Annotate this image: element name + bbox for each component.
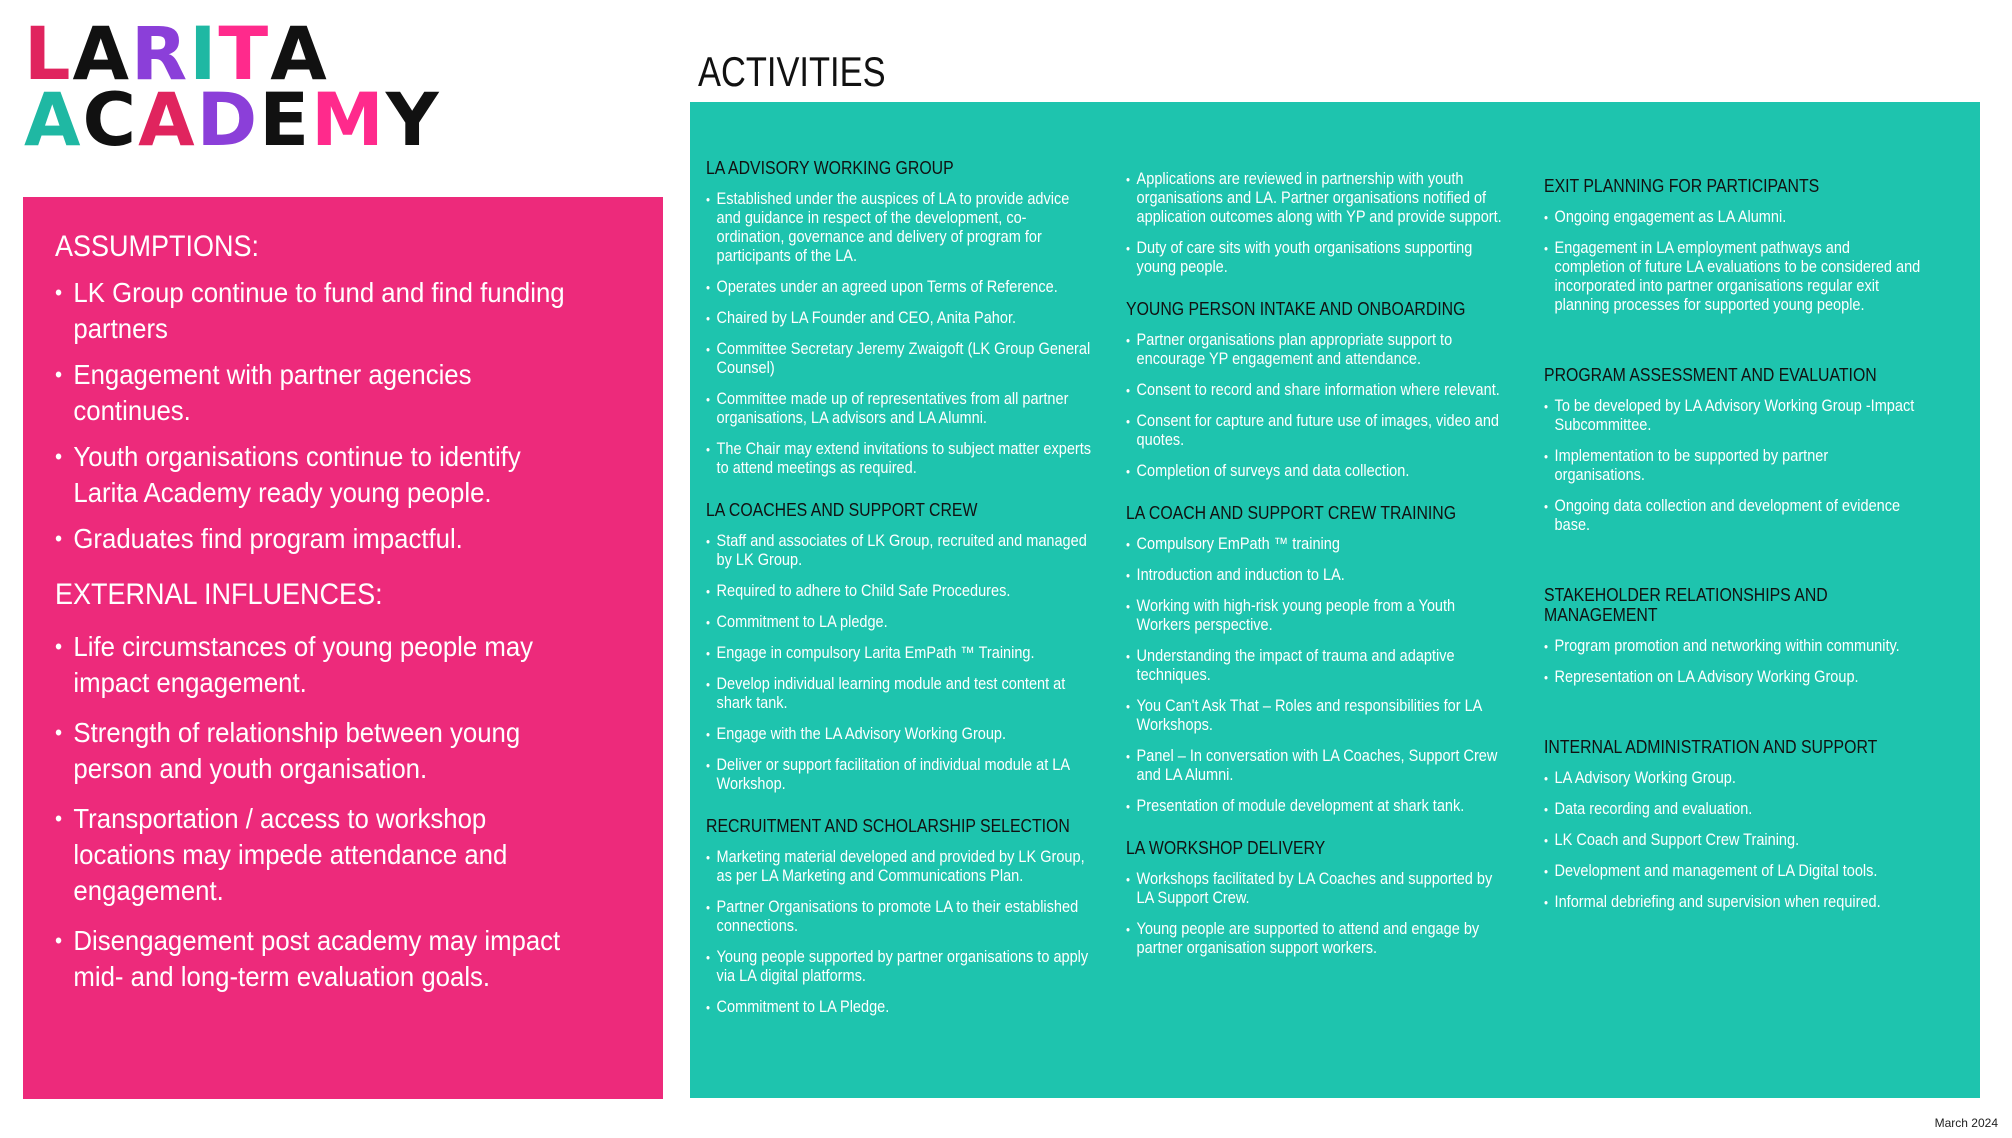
list-item: • Presentation of module development at shark tank. bbox=[1126, 797, 1504, 816]
list-item: • Committee made up of representatives from all partner organisations, LA advisors and LA Alumni. bbox=[706, 390, 1093, 428]
logo-letter: E bbox=[259, 78, 312, 163]
activity-section bbox=[1126, 299, 1556, 481]
list-item: • The Chair may extend invitations to subject matter experts to attend meetings as required. bbox=[706, 440, 1093, 478]
list-item: • Life circumstances of young people may impact engagement. bbox=[55, 629, 589, 701]
section-list bbox=[1126, 331, 1556, 481]
activities-column-3 bbox=[1544, 176, 1974, 962]
list-item: • Commitment to LA pledge. bbox=[706, 613, 1093, 632]
list-item: • Develop individual learning module and test content at shark tank. bbox=[706, 675, 1093, 713]
section-list bbox=[706, 190, 1146, 478]
list-item: • Ongoing data collection and development of evidence base. bbox=[1544, 497, 1922, 535]
list-item: • Compulsory EmPath ™ training bbox=[1126, 535, 1504, 554]
list-item: • Engagement in LA employment pathways and completion of future LA evaluations to be considered and incorporated into partner organisations regular exit planning processes for supported young people. bbox=[1544, 239, 1922, 315]
activity-section bbox=[706, 500, 1146, 794]
section-list bbox=[1126, 870, 1556, 958]
activity-section bbox=[1544, 737, 1974, 912]
list-item: • To be developed by LA Advisory Working Group -Impact Subcommittee. bbox=[1544, 397, 1922, 435]
list-item: • Implementation to be supported by partner organisations. bbox=[1544, 447, 1922, 485]
list-item: • LA Advisory Working Group. bbox=[1544, 769, 1922, 788]
section-list bbox=[1544, 208, 1974, 315]
list-item: • Consent for capture and future use of images, video and quotes. bbox=[1126, 412, 1504, 450]
list-item: • Working with high-risk young people from a Youth Workers perspective. bbox=[1126, 597, 1504, 635]
assumptions-heading: ASSUMPTIONS: bbox=[55, 230, 260, 263]
activity-section bbox=[706, 816, 1146, 1017]
list-item: • Representation on LA Advisory Working Group. bbox=[1544, 668, 1922, 687]
logo-letter: A bbox=[72, 12, 132, 97]
activity-section bbox=[1126, 170, 1556, 277]
section-list bbox=[1544, 397, 1974, 535]
activity-section bbox=[1544, 365, 1974, 535]
list-item: • Understanding the impact of trauma and adaptive techniques. bbox=[1126, 647, 1504, 685]
section-list bbox=[1544, 637, 1974, 687]
logo-letter: A bbox=[270, 12, 329, 97]
external-influences-heading: EXTERNAL INFLUENCES: bbox=[55, 578, 383, 611]
list-item: • Deliver or support facilitation of individual module at LA Workshop. bbox=[706, 756, 1093, 794]
list-item: • LK Group continue to fund and find funding partners bbox=[55, 275, 589, 347]
list-item: • Established under the auspices of LA to provide advice and guidance in respect of the development, co-ordination, governance and delivery of program for participants of the LA. bbox=[706, 190, 1093, 266]
logo-letter: L bbox=[24, 12, 73, 97]
logo-letter: R bbox=[131, 12, 190, 97]
list-item: • Program promotion and networking within community. bbox=[1544, 637, 1922, 656]
section-heading: EXIT PLANNING FOR PARTICIPANTS bbox=[1544, 176, 1820, 196]
section-heading: LA COACHES AND SUPPORT CREW bbox=[706, 500, 978, 520]
list-item: • Completion of surveys and data collection. bbox=[1126, 462, 1504, 481]
list-item: • Commitment to LA Pledge. bbox=[706, 998, 1093, 1017]
list-item: • Marketing material developed and provided by LK Group, as per LA Marketing and Communications Plan. bbox=[706, 848, 1093, 886]
logo-letter: D bbox=[196, 78, 260, 163]
list-item: • Chaired by LA Founder and CEO, Anita Pahor. bbox=[706, 309, 1093, 328]
list-item: • Youth organisations continue to identify Larita Academy ready young people. bbox=[55, 439, 589, 511]
section-list bbox=[706, 848, 1146, 1017]
logo-letter: M bbox=[311, 78, 386, 163]
logo-letter: I bbox=[189, 12, 219, 97]
list-item: • Young people supported by partner organisations to apply via LA digital platforms. bbox=[706, 948, 1093, 986]
list-item: • LK Coach and Support Crew Training. bbox=[1544, 831, 1922, 850]
list-item: • Development and management of LA Digital tools. bbox=[1544, 862, 1922, 881]
section-heading: LA COACH AND SUPPORT CREW TRAINING bbox=[1126, 503, 1457, 523]
list-item: • Young people are supported to attend and engage by partner organisation support workers. bbox=[1126, 920, 1504, 958]
list-item: • Consent to record and share information where relevant. bbox=[1126, 381, 1504, 400]
list-item: • Required to adhere to Child Safe Procedures. bbox=[706, 582, 1093, 601]
list-item: • Engage with the LA Advisory Working Group. bbox=[706, 725, 1093, 744]
footer-date: March 2024 bbox=[1934, 1116, 1998, 1130]
section-list bbox=[1126, 535, 1556, 816]
list-item: • Strength of relationship between young person and youth organisation. bbox=[55, 715, 589, 787]
list-item: • Staff and associates of LK Group, recruited and managed by LK Group. bbox=[706, 532, 1093, 570]
activity-section bbox=[1544, 585, 1974, 687]
activity-section bbox=[1544, 176, 1974, 315]
activities-title: ACTIVITIES bbox=[698, 48, 886, 95]
list-item: • Partner Organisations to promote LA to their established connections. bbox=[706, 898, 1093, 936]
activity-section bbox=[1126, 838, 1556, 958]
activities-column-1 bbox=[706, 158, 1146, 1039]
activities-panel bbox=[690, 102, 1980, 1098]
list-item: • Graduates find program impactful. bbox=[55, 521, 589, 557]
logo-letter: C bbox=[82, 78, 139, 163]
list-item: • Partner organisations plan appropriate support to encourage YP engagement and attendance. bbox=[1126, 331, 1504, 369]
list-item: • Applications are reviewed in partnership with youth organisations and LA. Partner organisations notified of application outcomes along with YP and provide support. bbox=[1126, 170, 1504, 227]
list-item: • Ongoing engagement as LA Alumni. bbox=[1544, 208, 1922, 227]
list-item: • Engagement with partner agencies continues. bbox=[55, 357, 589, 429]
section-list bbox=[1126, 170, 1556, 277]
logo-letter: Y bbox=[385, 78, 441, 163]
list-item: • Introduction and induction to LA. bbox=[1126, 566, 1504, 585]
list-item: • Duty of care sits with youth organisations supporting young people. bbox=[1126, 239, 1504, 277]
list-item: • Operates under an agreed upon Terms of Reference. bbox=[706, 278, 1093, 297]
activities-column-2 bbox=[1126, 170, 1556, 980]
logo-letter: T bbox=[218, 12, 271, 97]
logo-line-academy bbox=[24, 78, 444, 163]
external-influences-list bbox=[55, 629, 633, 995]
list-item: • Disengagement post academy may impact mid- and long-term evaluation goals. bbox=[55, 923, 589, 995]
activity-section bbox=[1126, 503, 1556, 816]
list-item: • Workshops facilitated by LA Coaches and supported by LA Support Crew. bbox=[1126, 870, 1504, 908]
section-list bbox=[1544, 769, 1974, 912]
assumptions-list bbox=[55, 275, 633, 557]
logo-letter: A bbox=[138, 78, 197, 163]
section-heading: PROGRAM ASSESSMENT AND EVALUATION bbox=[1544, 365, 1877, 385]
section-heading: RECRUITMENT AND SCHOLARSHIP SELECTION bbox=[706, 816, 1070, 836]
list-item: • Engage in compulsory Larita EmPath ™ Training. bbox=[706, 644, 1093, 663]
list-item: • Panel – In conversation with LA Coaches, Support Crew and LA Alumni. bbox=[1126, 747, 1504, 785]
section-heading: YOUNG PERSON INTAKE AND ONBOARDING bbox=[1126, 299, 1466, 319]
list-item: • Informal debriefing and supervision when required. bbox=[1544, 893, 1922, 912]
larita-academy-logo bbox=[24, 12, 444, 163]
section-heading: INTERNAL ADMINISTRATION AND SUPPORT bbox=[1544, 737, 1878, 757]
list-item: • Transportation / access to workshop locations may impede attendance and engagement. bbox=[55, 801, 589, 909]
logo-letter: A bbox=[24, 78, 83, 163]
list-item: • Committee Secretary Jeremy Zwaigoft (LK Group General Counsel) bbox=[706, 340, 1093, 378]
section-heading: LA ADVISORY WORKING GROUP bbox=[706, 158, 954, 178]
list-item: • Data recording and evaluation. bbox=[1544, 800, 1922, 819]
assumptions-panel bbox=[23, 197, 663, 1099]
activity-section bbox=[706, 158, 1146, 478]
section-heading: STAKEHOLDER RELATIONSHIPS AND MANAGEMENT bbox=[1544, 585, 1828, 625]
section-list bbox=[706, 532, 1146, 794]
list-item: • You Can't Ask That – Roles and responsibilities for LA Workshops. bbox=[1126, 697, 1504, 735]
section-heading: LA WORKSHOP DELIVERY bbox=[1126, 838, 1326, 858]
